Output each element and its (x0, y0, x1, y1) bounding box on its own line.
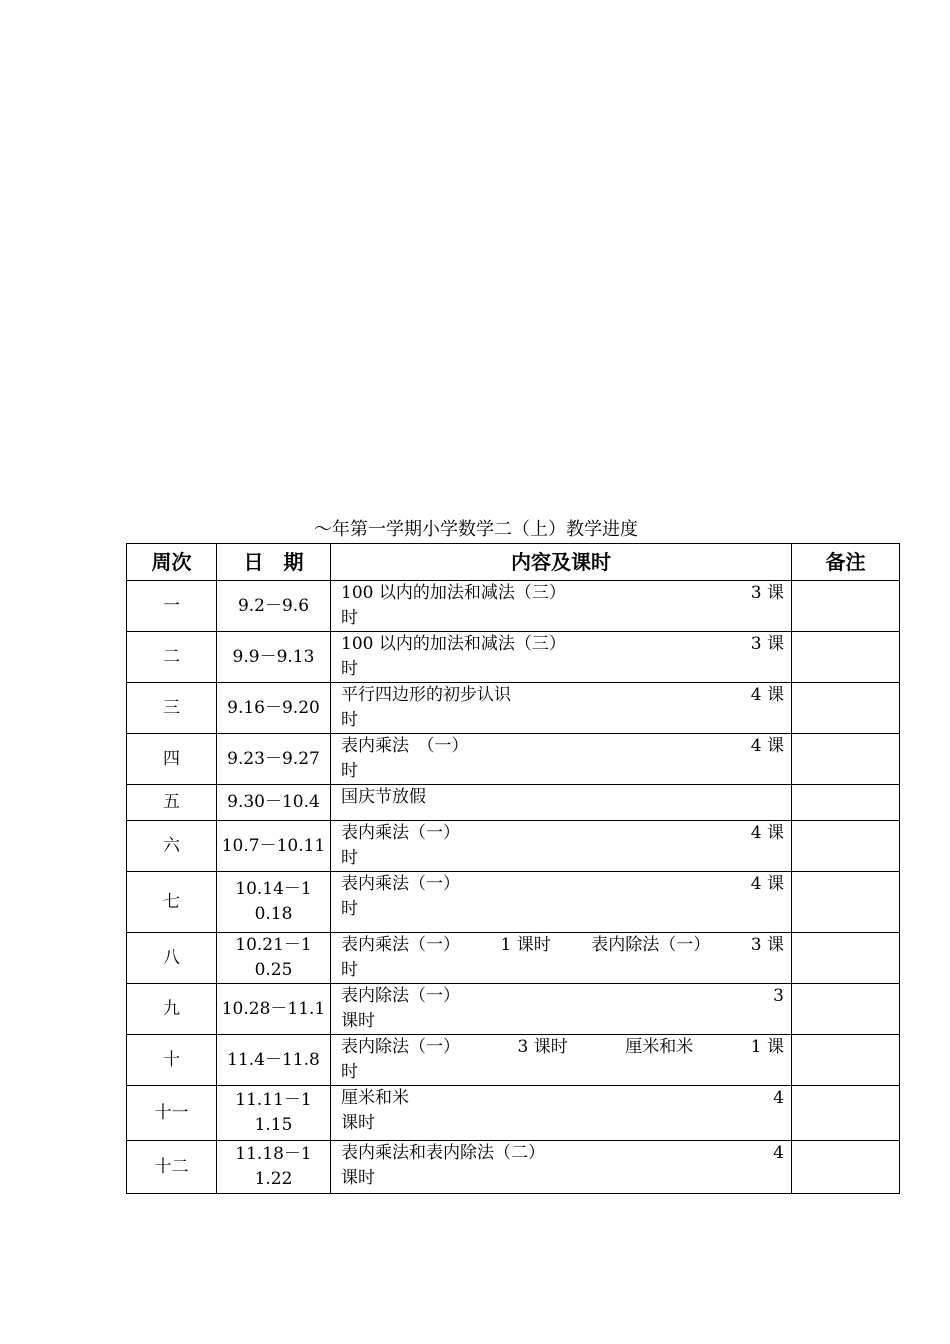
date-cell: 11.11－11.15 (217, 1086, 331, 1141)
content-cell (331, 581, 792, 632)
content-text: 4 (773, 1088, 784, 1108)
content-text: 4 课 (750, 685, 784, 705)
table-row (127, 1035, 900, 1086)
document-title: ～年第一学期小学数学二（上）教学进度 (314, 519, 638, 540)
week-cell: 四 (127, 734, 217, 785)
content-text-continued: 课时 (341, 1011, 375, 1031)
content-line (341, 632, 784, 657)
note-cell (792, 683, 900, 734)
content-text: 国庆节放假 (341, 787, 426, 807)
note-cell (792, 821, 900, 872)
table-row (127, 1086, 900, 1141)
content-text: 表内乘法（一） (341, 823, 460, 843)
header-week: 周次 (127, 544, 217, 581)
content-text: 厘米和米 (625, 1037, 694, 1057)
content-cell (331, 984, 792, 1035)
date-cell: 9.30－10.4 (217, 785, 331, 821)
date-cell: 9.9－9.13 (217, 632, 331, 683)
content-text-continued: 课时 (341, 1168, 375, 1188)
note-cell (792, 1086, 900, 1141)
date-cell: 10.21－10.25 (217, 933, 331, 984)
week-cell: 十二 (127, 1141, 217, 1194)
content-text-continued: 时 (341, 848, 358, 868)
table-row (127, 1141, 900, 1194)
content-cell (331, 1035, 792, 1086)
date-cell: 9.2－9.6 (217, 581, 331, 632)
content-text-continued: 时 (341, 899, 358, 919)
content-text: 表内除法（一） (341, 1037, 460, 1057)
week-cell: 九 (127, 984, 217, 1035)
content-text: 3 课 (750, 583, 784, 603)
content-line (341, 1086, 784, 1111)
content-text: 4 课 (750, 823, 784, 843)
content-cell (331, 785, 792, 821)
content-line (341, 734, 784, 759)
content-text-continued: 时 (341, 659, 358, 679)
note-cell (792, 1035, 900, 1086)
content-cell (331, 683, 792, 734)
content-text: 4 (773, 1143, 784, 1163)
content-text-continued: 时 (341, 761, 358, 781)
content-cell (331, 872, 792, 933)
table-row (127, 683, 900, 734)
table-row (127, 632, 900, 683)
content-text: 厘米和米 (341, 1088, 409, 1108)
content-text-continued: 时 (341, 608, 358, 628)
content-line (341, 683, 784, 708)
content-text: 表内乘法 （一） (341, 736, 469, 756)
content-line (341, 984, 784, 1009)
content-text-continued: 时 (341, 710, 358, 730)
date-cell: 10.14－10.18 (217, 872, 331, 933)
content-text-continued: 时 (341, 960, 358, 980)
week-cell: 十一 (127, 1086, 217, 1141)
content-cell (331, 1141, 792, 1194)
content-text: 表内乘法和表内除法（二） (341, 1143, 545, 1163)
week-cell: 八 (127, 933, 217, 984)
table-row (127, 581, 900, 632)
table-row (127, 872, 900, 933)
date-cell: 11.18－11.22 (217, 1141, 331, 1194)
content-text: 100 以内的加法和减法（三） (341, 634, 566, 654)
header-content: 内容及课时 (331, 544, 792, 581)
table-row (127, 821, 900, 872)
teaching-schedule-table (126, 543, 900, 1194)
table-row (127, 734, 900, 785)
week-cell: 六 (127, 821, 217, 872)
date-cell: 11.4－11.8 (217, 1035, 331, 1086)
content-text: 表内乘法（一） (341, 935, 460, 955)
week-cell: 一 (127, 581, 217, 632)
header-date: 日 期 (217, 544, 331, 581)
content-text: 3 (773, 986, 784, 1006)
week-cell: 十 (127, 1035, 217, 1086)
week-cell: 五 (127, 785, 217, 821)
note-cell (792, 785, 900, 821)
note-cell (792, 933, 900, 984)
content-text: 表内乘法（一） (341, 874, 460, 894)
content-text: 平行四边形的初步认识 (341, 685, 511, 705)
content-text: 3 课 (750, 935, 784, 955)
content-text-continued: 课时 (341, 1113, 375, 1133)
content-cell (331, 734, 792, 785)
content-text-continued: 时 (341, 1062, 358, 1082)
week-cell: 三 (127, 683, 217, 734)
date-cell: 9.23－9.27 (217, 734, 331, 785)
content-text: 3 课时 (517, 1037, 568, 1057)
content-text: 1 课 (750, 1037, 784, 1057)
content-line (341, 821, 784, 846)
content-line (341, 1035, 784, 1060)
table-row (127, 984, 900, 1035)
content-text: 4 课 (750, 736, 784, 756)
content-text: 1 课时 (500, 935, 551, 955)
note-cell (792, 984, 900, 1035)
content-text: 4 课 (750, 874, 784, 894)
header-row (127, 544, 900, 581)
content-line (341, 933, 784, 958)
table-row (127, 785, 900, 821)
content-line (341, 872, 784, 897)
date-cell: 10.28－11.1 (217, 984, 331, 1035)
content-line (341, 1141, 784, 1166)
content-line (341, 581, 784, 606)
content-cell (331, 933, 792, 984)
note-cell (792, 632, 900, 683)
note-cell (792, 581, 900, 632)
content-line (341, 785, 784, 810)
note-cell (792, 872, 900, 933)
week-cell: 七 (127, 872, 217, 933)
content-text: 表内除法（一） (341, 986, 460, 1006)
content-cell (331, 821, 792, 872)
content-cell (331, 632, 792, 683)
date-cell: 9.16－9.20 (217, 683, 331, 734)
table-row (127, 933, 900, 984)
header-note: 备注 (792, 544, 900, 581)
note-cell (792, 1141, 900, 1194)
content-text: 表内除法（一） (591, 935, 711, 955)
content-text: 100 以内的加法和减法（三） (341, 583, 566, 603)
content-text: 3 课 (750, 634, 784, 654)
note-cell (792, 734, 900, 785)
date-cell: 10.7－10.11 (217, 821, 331, 872)
week-cell: 二 (127, 632, 217, 683)
content-cell (331, 1086, 792, 1141)
